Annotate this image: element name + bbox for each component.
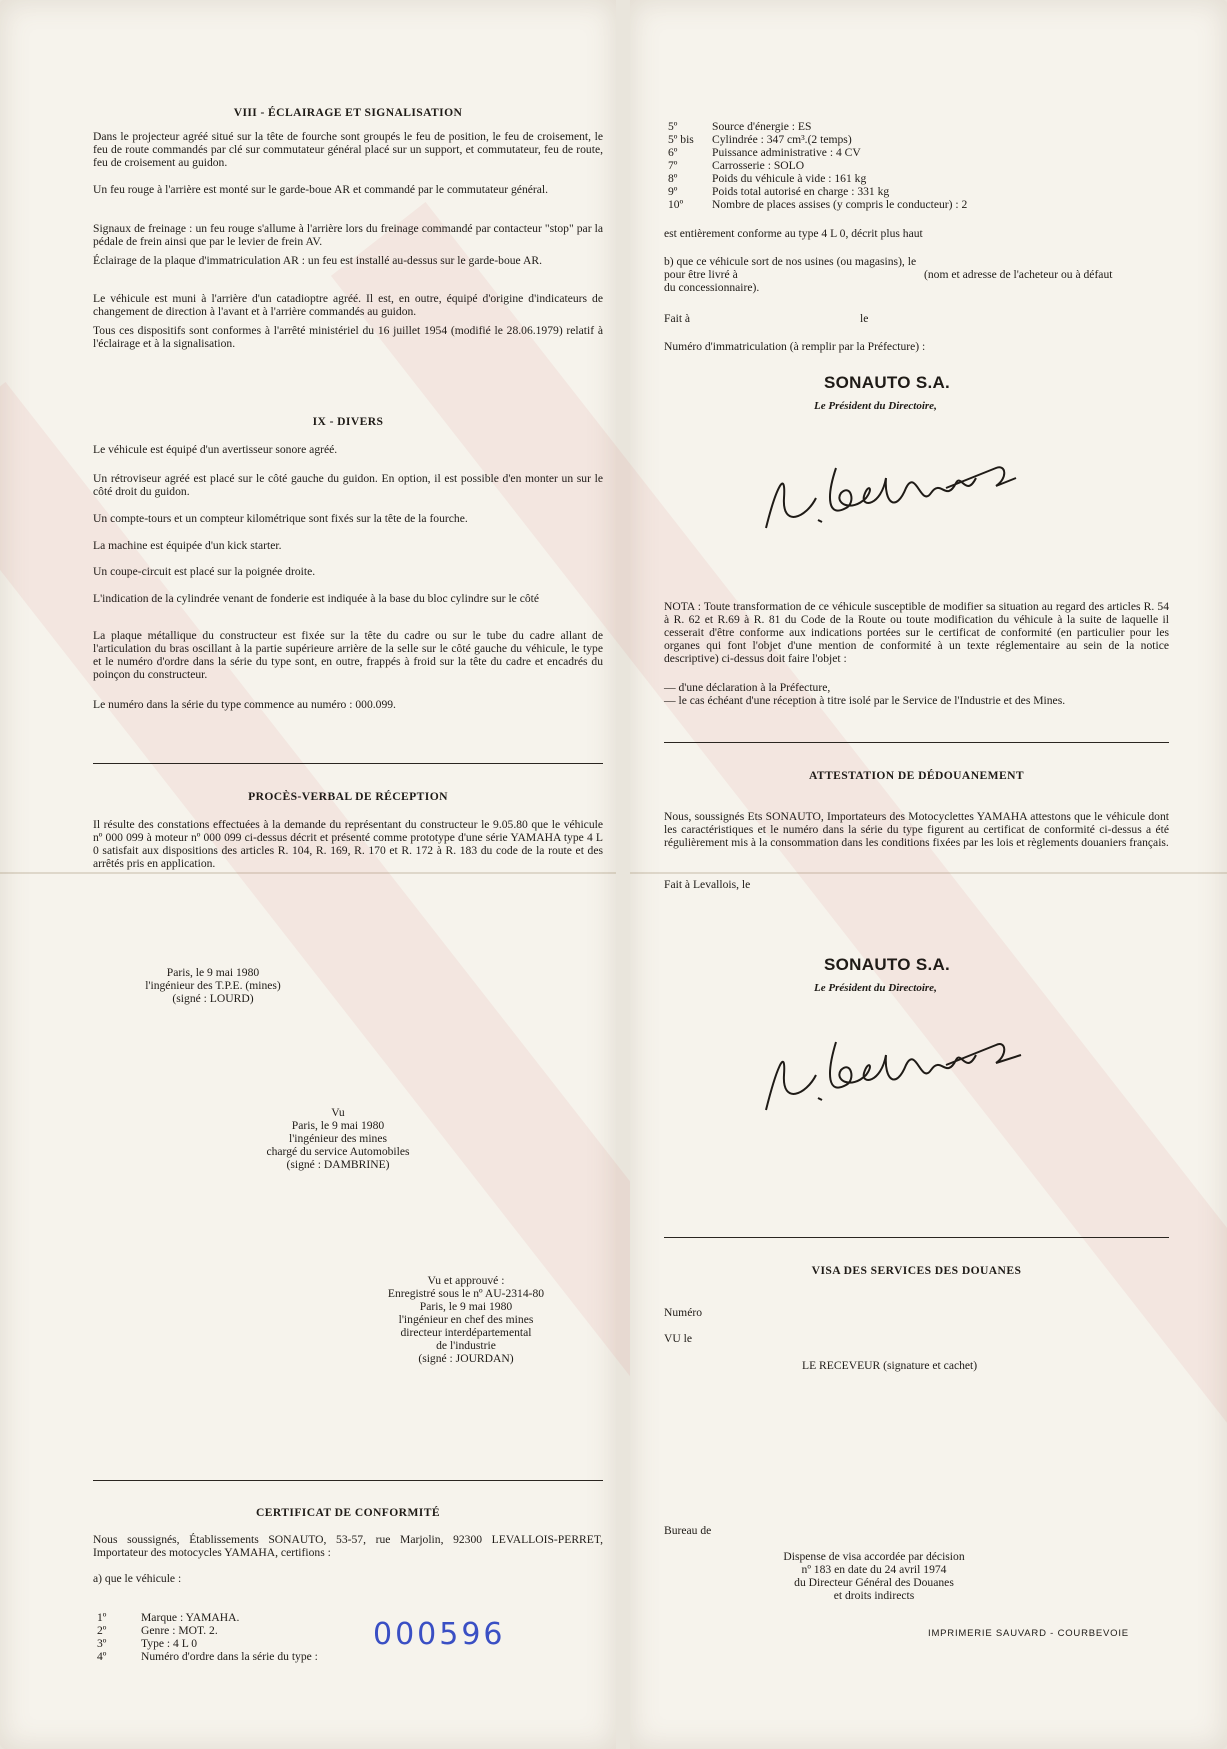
divers-paragraph: La machine est équipée d'un kick starter.: [93, 539, 282, 552]
pv-paragraph: Il résulte des constations effectuées à la demande du représentant du constructeur le 9.05.80 que le véhicule nº 000 099 à moteur nº 000 099 ci-dessus décrit et présenté comme prototype d'une série YAMAHA type 4 L 0 satisfait aux dispositions des articles R. 104, R. 169, R. 170 et R. 172 à R. 183 du code de la route et des arrêtés pris en application.: [93, 818, 603, 870]
list-item: 10º Nombre de places assises (y compris le conducteur) : 2: [668, 198, 968, 211]
divers-paragraph: L'indication de la cylindrée venant de fonderie est indiquée à la base du bloc cylindre sur le côté: [93, 592, 540, 605]
conformity-statement: est entièrement conforme au type 4 L 0, décrit plus haut: [664, 227, 923, 240]
certificat-item-a: a) que le véhicule :: [93, 1572, 182, 1585]
numero-label: Numéro: [664, 1306, 702, 1319]
president-title: Le Président du Directoire,: [814, 982, 937, 994]
divers-paragraph: Un coupe-circuit est placé sur la poignée droite.: [93, 565, 316, 578]
handwritten-serial-number: 000596: [373, 1617, 506, 1652]
dispense-line: Dispense de visa accordée par décision: [783, 1550, 965, 1563]
signature-graphic-2: [756, 1030, 1036, 1120]
nota-item: — d'une déclaration à la Préfecture,: [664, 681, 831, 694]
section-divider: [93, 763, 603, 764]
list-item: 9º Poids total autorisé en charge : 331 kg: [668, 185, 890, 198]
eclairage-paragraph: Tous ces dispositifs sont conformes à l'arrêté ministériel du 16 juillet 1954 (modifié le 28.06.1979) relatif à l'éclairage et à la signalisation.: [93, 324, 603, 350]
dispense-block: [764, 1550, 984, 1602]
attestation-paragraph: Nous, soussignés Ets SONAUTO, Importateurs des Motocyclettes YAMAHA attestons que le véhicule dont les caractéristiques et le numéro dans la série du type figurent au certificat de conformité ci-dessus a été régulièrement mis à la consommation dans les conditions fixées par les lois et règlements douaniers français.: [664, 810, 1169, 849]
president-title: Le Président du Directoire,: [814, 400, 937, 412]
signature-block-dambrine: [238, 1106, 438, 1171]
section-divers-title: IX - DIVERS: [312, 415, 384, 428]
sig-line: Paris, le 9 mai 1980: [419, 1300, 513, 1313]
certificat-paragraph: Nous soussignés, Établissements SONAUTO, 53-57, rue Marjolin, 92300 LEVALLOIS-PERRET, Importateur des motocycles YAMAHA, certifions :: [93, 1533, 603, 1559]
list-item: 5º Source d'énergie : ES: [668, 120, 812, 133]
signature-block-jourdan: [356, 1274, 576, 1365]
list-item: 6º Puissance administrative : 4 CV: [668, 146, 861, 159]
sig-line: (signé : LOURD): [172, 992, 254, 1005]
list-item: 3º Type : 4 L 0: [97, 1637, 198, 1650]
company-name: SONAUTO S.A.: [824, 373, 951, 392]
dispense-line: et droits indirects: [833, 1589, 915, 1602]
b-line: pour être livré à: [664, 268, 738, 281]
b-line: b) que ce véhicule sort de nos usines (ou magasins), le: [664, 255, 917, 268]
receveur-label: LE RECEVEUR (signature et cachet): [802, 1359, 978, 1372]
sig-line: l'ingénieur des T.P.E. (mines): [145, 979, 281, 992]
sig-line: Enregistré sous le nº AU-2314-80: [387, 1287, 545, 1300]
section-divider: [664, 1237, 1169, 1238]
bureau-label: Bureau de: [664, 1524, 712, 1537]
vu-le-label: VU le: [664, 1332, 693, 1345]
printer-imprint: IMPRIMERIE SAUVARD - COURBEVOIE: [928, 1628, 1129, 1639]
divers-paragraph: Un compte-tours et un compteur kilométrique sont fixés sur la tête de la fourche.: [93, 512, 468, 525]
immatriculation-line: Numéro d'immatriculation (à remplir par la Préfecture) :: [664, 340, 926, 353]
sig-line: directeur interdépartemental: [400, 1326, 532, 1339]
company-name: SONAUTO S.A.: [824, 955, 951, 974]
sig-line: Paris, le 9 mai 1980: [166, 966, 260, 979]
sig-line: de l'industrie: [436, 1339, 496, 1352]
section-divider: [93, 1480, 603, 1481]
sig-line: Paris, le 9 mai 1980: [291, 1119, 385, 1132]
fait-a-label: Fait à: [664, 312, 691, 325]
list-item: 4º Numéro d'ordre dans la série du type :: [97, 1650, 318, 1663]
vehicle-specs-list: [664, 120, 1169, 211]
sig-line: (signé : DAMBRINE): [286, 1158, 390, 1171]
eclairage-paragraph: Signaux de freinage : un feu rouge s'allume à l'arrière lors du freinage commandé par contacteur "stop" par la pédale de frein ainsi que par le levier de frein AV.: [93, 222, 603, 248]
signature-graphic: [756, 458, 1036, 538]
sig-line: (signé : JOURDAN): [418, 1352, 514, 1365]
b-line: (nom et adresse de l'acheteur ou à défaut: [924, 268, 1113, 281]
section-divider: [664, 742, 1169, 743]
section-eclairage-title: VIII - ÉCLAIRAGE ET SIGNALISATION: [233, 106, 463, 119]
divers-paragraph: La plaque métallique du constructeur est fixée sur la tête du cadre ou sur le tube du cadre allant de l'articulation du bras oscillant à la partie supérieure arrière de la selle sur le côté gauche du véhicule, le type et le numéro d'ordre dans la série du type sont, en outre, frappés à froid sur la tête du cadre et encadrés du poinçon du constructeur.: [93, 629, 603, 681]
list-item: 5º bis Cylindrée : 347 cm³.(2 temps): [668, 133, 852, 146]
signature-block-lourd: [93, 966, 333, 1005]
certificat-list: [93, 1611, 603, 1663]
sig-line: chargé du service Automobiles: [266, 1145, 410, 1158]
eclairage-paragraph: Un feu rouge à l'arrière est monté sur le garde-boue AR et commandé par le commutateur général.: [93, 183, 549, 196]
b-line: du concessionnaire).: [664, 281, 760, 294]
dispense-line: du Directeur Général des Douanes: [794, 1576, 954, 1589]
divers-paragraph: Le véhicule est équipé d'un avertisseur sonore agréé.: [93, 443, 338, 456]
attestation-title: ATTESTATION DE DÉDOUANEMENT: [808, 769, 1024, 782]
sig-line: Vu: [331, 1106, 345, 1119]
list-item: 8º Poids du véhicule à vide : 161 kg: [668, 172, 867, 185]
sig-line: l'ingénieur en chef des mines: [398, 1313, 534, 1326]
list-item: 1º Marque : YAMAHA.: [97, 1611, 240, 1624]
divers-paragraph: Un rétroviseur agréé est placé sur le côté gauche du guidon. En option, il est possible d'en monter un sur le côté droit du guidon.: [93, 472, 603, 498]
eclairage-paragraph: Éclairage de la plaque d'immatriculation AR : un feu est installé au-dessus sur le garde-boue AR.: [93, 254, 542, 267]
fait-levallois-line: Fait à Levallois, le: [664, 878, 751, 891]
dispense-line: nº 183 en date du 24 avril 1974: [801, 1563, 947, 1576]
eclairage-paragraph: Le véhicule est muni à l'arrière d'un catadioptre agréé. Il est, en outre, équipé d'origine d'indicateurs de changement de direction à l'avant et à l'arrière commandés au guidon.: [93, 292, 603, 318]
sig-line: l'ingénieur des mines: [288, 1132, 388, 1145]
divers-paragraph: Le numéro dans la série du type commence au numéro : 000.099.: [93, 698, 396, 711]
le-label: le: [860, 312, 869, 325]
nota-item: — le cas échéant d'une réception à titre isolé par le Service de l'Industrie et des Mines.: [664, 694, 1066, 707]
eclairage-paragraph: Dans le projecteur agréé situé sur la tête de fourche sont groupés le feu de position, le feu de croisement, le feu de route commandés par clé sur commutateur général placé sur un support, et commutateur, feu de route, feu de croisement au guidon.: [93, 130, 603, 169]
section-certificat-title: CERTIFICAT DE CONFORMITÉ: [256, 1506, 440, 1519]
list-item: 2º Genre : MOT. 2.: [97, 1624, 218, 1637]
list-item: 7º Carrosserie : SOLO: [668, 159, 805, 172]
nota-paragraph: NOTA : Toute transformation de ce véhicule susceptible de modifier sa situation au regard des articles R. 54 à R. 62 et R.69 à R. 81 du Code de la Route ou toute modification du véhicule à la suite de laquelle il cesserait d'être conforme aux indications portées sur le certificat de conformité (en particulier pour les organes qui font l'objet d'une mention de conformité à un texte réglementaire au sein de la notice descriptive) ci-dessus doit faire l'objet :: [664, 600, 1169, 665]
visa-douanes-title: VISA DES SERVICES DES DOUANES: [811, 1264, 1022, 1277]
section-pv-title: PROCÈS-VERBAL DE RÉCEPTION: [248, 790, 448, 803]
sig-line: Vu et approuvé :: [427, 1274, 505, 1287]
